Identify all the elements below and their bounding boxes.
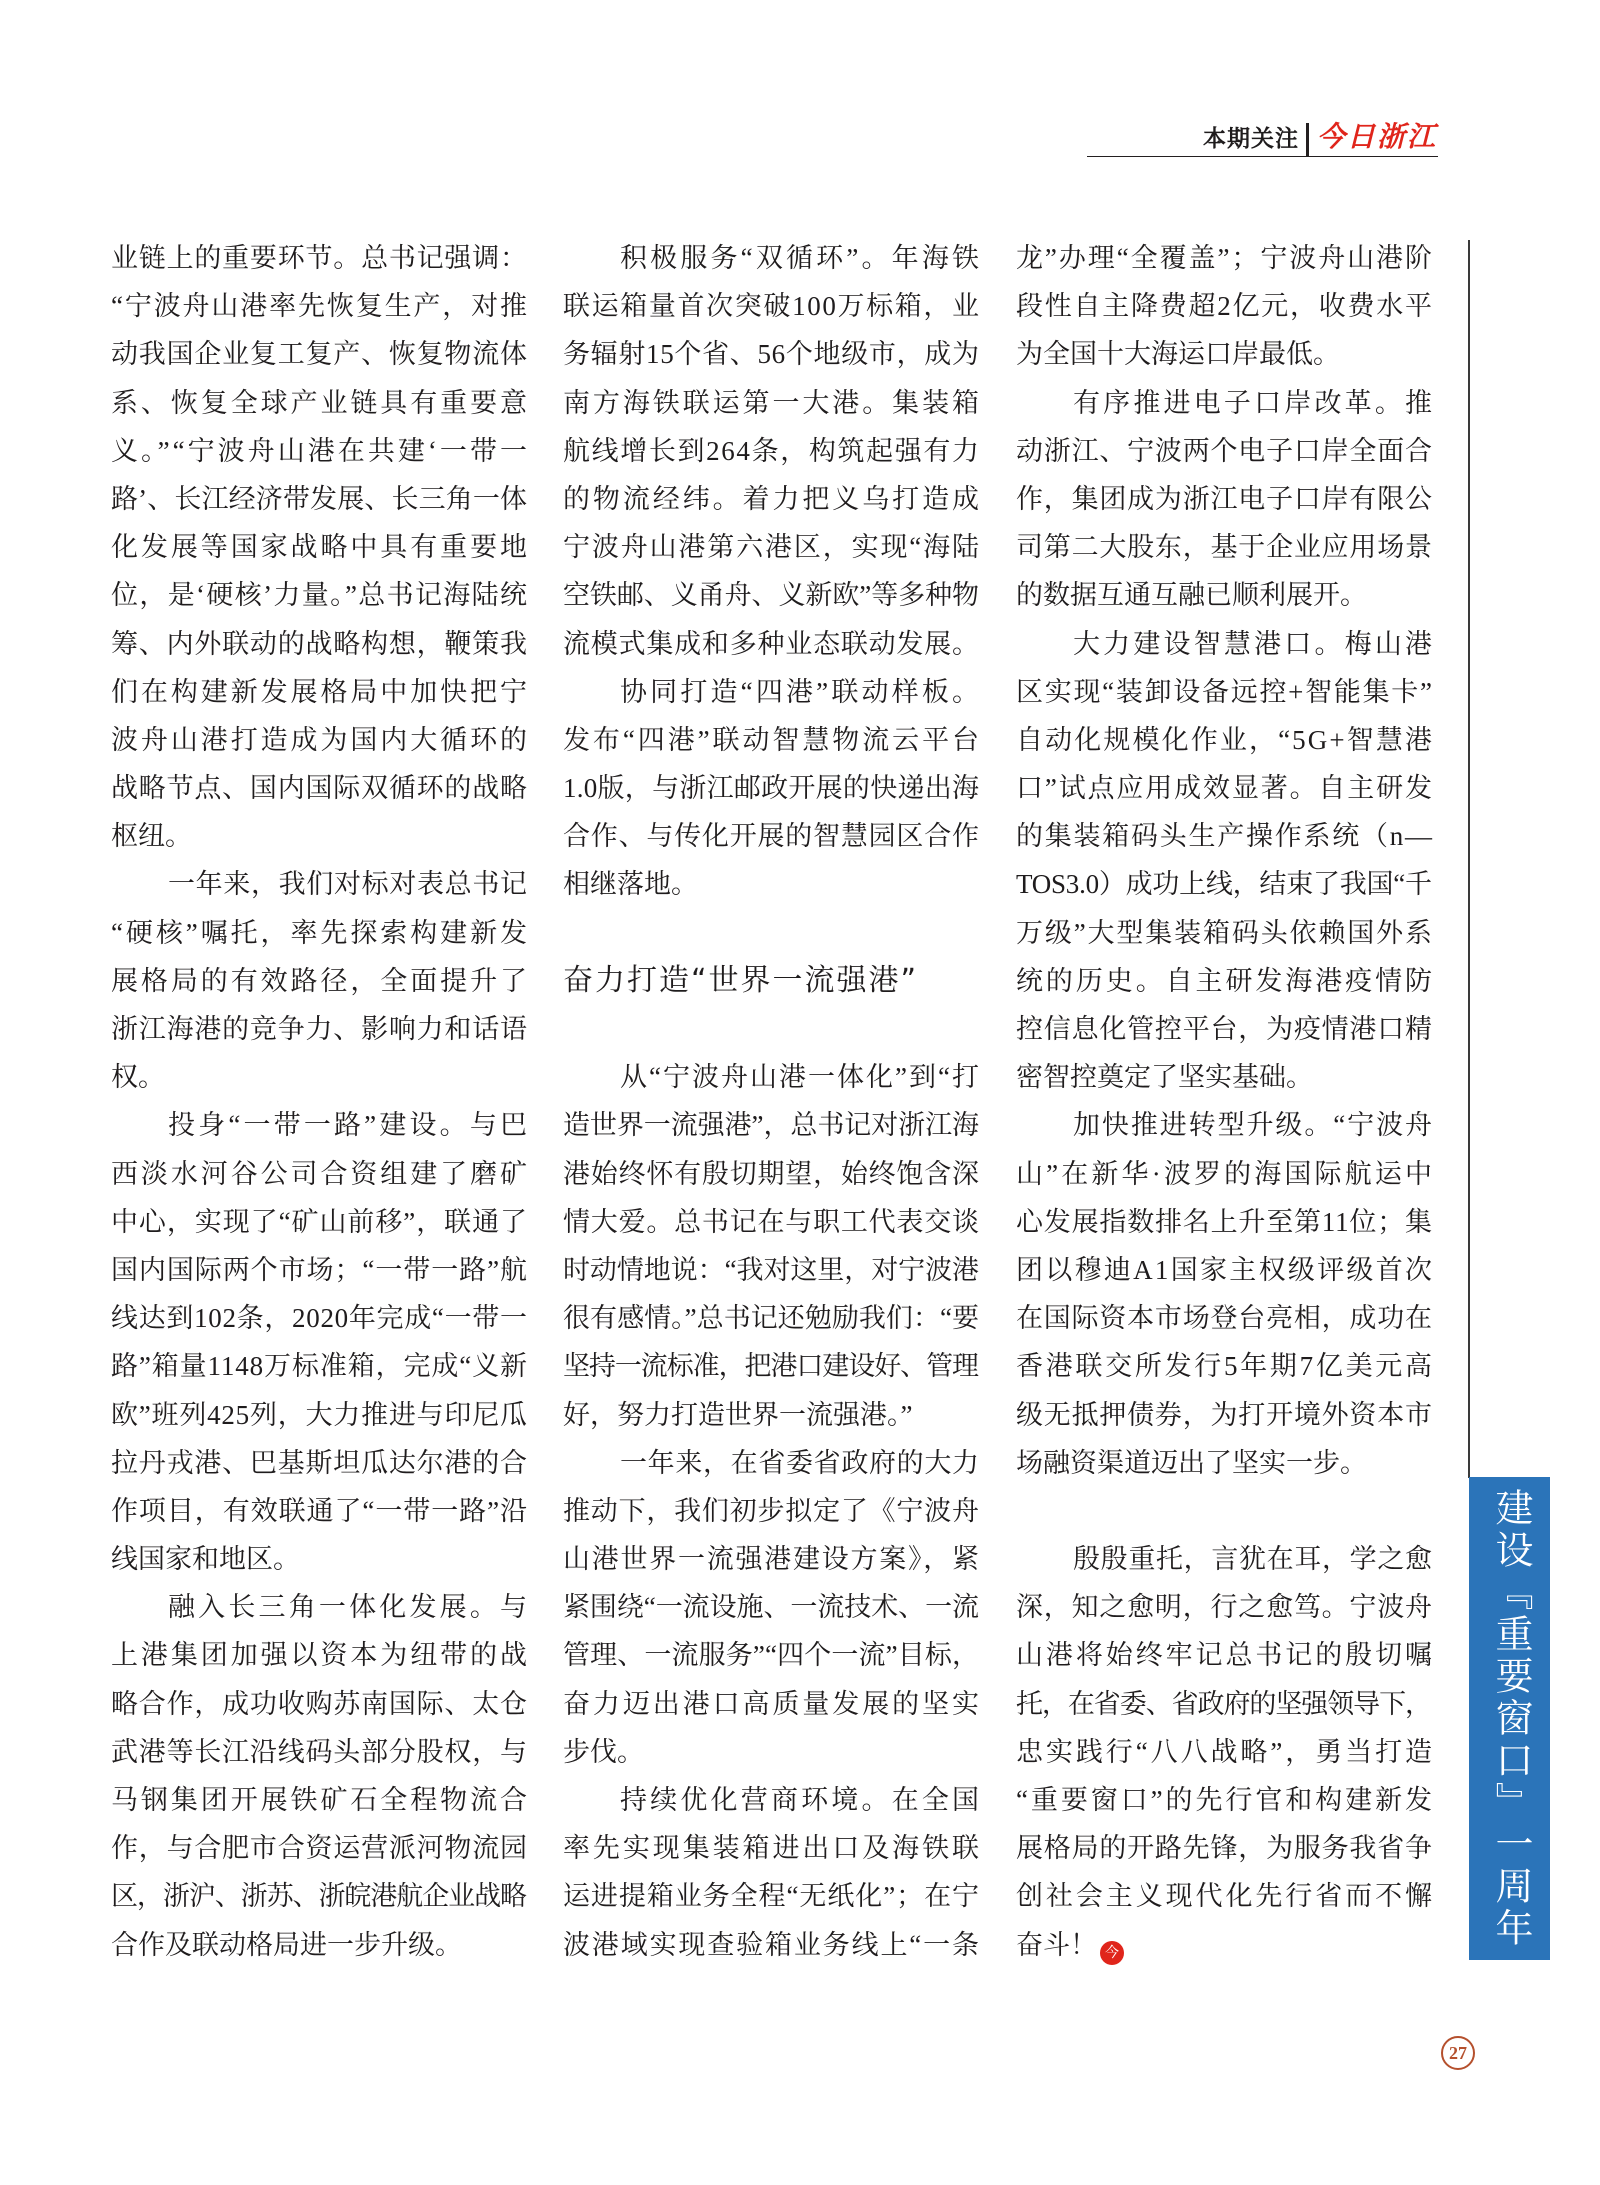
text-line (111, 764, 527, 812)
text-line (1016, 523, 1432, 571)
text-line (563, 1776, 983, 1824)
header-divider (1306, 123, 1309, 156)
line-text: 业链上的重要环节。总书记强调： (111, 243, 528, 273)
line-text: 战略节点、国内国际双循环的战略 (111, 773, 528, 804)
text-column-1 (111, 234, 531, 1969)
text-line (1016, 1342, 1435, 1390)
line-text: 紧围绕“一流设施、一流技术、一流 (563, 1592, 979, 1623)
line-text: 系、恢复全球产业链具有重要意 (111, 387, 530, 418)
text-line (563, 379, 982, 427)
line-text: 率先实现集装箱进出口及海铁联 (563, 1833, 982, 1864)
text-line (563, 1631, 979, 1679)
text-line (563, 668, 983, 716)
line-text: 协同打造“四港”联动样板。 (620, 676, 983, 707)
text-line (1016, 1921, 1432, 1969)
paragraph (563, 234, 983, 668)
text-line (563, 330, 979, 378)
end-mark-icon: 今 (1100, 1941, 1124, 1965)
line-text: 宁波舟山港第六港区，实现“海陆 (563, 532, 981, 563)
paragraph (1016, 620, 1436, 1102)
line-text: 国内国际两个市场；“一带一路”航 (111, 1254, 528, 1285)
line-text: 动我国企业复工复产、恢复物流体 (111, 339, 528, 370)
line-text: 展格局的开路先锋，为服务我省争 (1016, 1833, 1433, 1864)
line-text: 的数据互通互融已顺利展开。 (1016, 580, 1367, 611)
line-text: 团以穆迪A1国家主权级评级首次 (1016, 1254, 1435, 1285)
line-text: 作，与合肥市合资运营派河物流园 (111, 1833, 528, 1864)
line-text: 托，在省委、省政府的坚强领导下， (1016, 1688, 1431, 1719)
text-line (563, 1583, 979, 1631)
header-rule (1087, 156, 1438, 157)
line-text: 线国家和地区。 (111, 1544, 300, 1575)
text-line (111, 1053, 527, 1101)
line-text: 化发展等国家战略中具有重要地 (111, 532, 530, 563)
text-line (563, 1391, 979, 1439)
text-line (111, 1535, 527, 1583)
line-text: 段性自主降费超2亿元，收费水平 (1016, 291, 1434, 322)
text-line (1016, 668, 1432, 716)
text-line (1016, 1198, 1432, 1246)
text-line (1016, 1246, 1435, 1294)
line-text: “硬核”嘱托，率先探索构建新发 (111, 917, 530, 948)
text-line (563, 860, 979, 908)
line-text: 权。 (111, 1062, 165, 1093)
text-line (1016, 1583, 1432, 1631)
line-text: 1.0版，与浙江邮政开展的快递出海 (563, 773, 980, 804)
text-line (563, 1101, 979, 1149)
text-line (563, 812, 979, 860)
text-line (111, 1728, 527, 1776)
line-text: 坚持一流标准，把港口建设好、管理 (563, 1351, 978, 1382)
text-line (111, 1872, 527, 1920)
line-text: 好，努力打造世界一流强港。” (563, 1399, 913, 1430)
text-line (111, 1150, 530, 1198)
line-text: 推动下，我们初步拟定了《宁波舟 (563, 1495, 980, 1526)
text-line (111, 1631, 530, 1679)
line-text: 浙江海港的竞争力、影响力和话语 (111, 1014, 528, 1044)
text-line (1016, 379, 1436, 427)
line-text: 有序推进电子口岸改革。推 (1073, 387, 1436, 418)
line-text: 奋力迈出港口高质量发展的坚实 (563, 1688, 982, 1719)
text-line (111, 1487, 527, 1535)
line-text: 为全国十大海运口岸最低。 (1016, 339, 1340, 370)
line-text: 相继落地。 (563, 869, 698, 900)
line-text: 殷殷重托，言犹在耳，学之愈 (1073, 1544, 1433, 1575)
paragraph (111, 1101, 531, 1583)
text-line (563, 1680, 982, 1728)
line-text: 空铁邮、义甬舟、义新欧”等多种物 (563, 580, 979, 611)
text-line (1016, 1150, 1436, 1198)
paragraph (563, 668, 983, 909)
line-text: 积极服务“双循环”。年海铁 (620, 243, 983, 273)
text-line (1016, 1631, 1435, 1679)
text-line (563, 1535, 979, 1583)
line-text: “宁波舟山港率先恢复生产，对推 (111, 291, 529, 322)
text-line (1016, 764, 1432, 812)
line-text: 马钢集团开展铁矿石全程物流合 (111, 1785, 530, 1815)
line-text: 波舟山港打造成为国内大循环的 (111, 724, 530, 755)
text-line (111, 668, 530, 716)
text-line (111, 1342, 527, 1390)
line-text: 线达到102条，2020年完成“一带一 (111, 1303, 528, 1334)
spacer (563, 1005, 979, 1053)
text-line (111, 523, 530, 571)
text-line (1016, 1294, 1432, 1342)
line-text: 自动化规模化作业，“5G+智慧港 (1016, 724, 1435, 755)
line-text: 造世界一流强港”，总书记对浙江海 (563, 1110, 979, 1141)
line-text: 忠实践行“八八战略”，勇当打造 (1016, 1736, 1435, 1767)
line-text: 时动情地说：“我对这里，对宁波港 (563, 1254, 979, 1285)
text-line (1016, 957, 1435, 1005)
page-number (1441, 2036, 1475, 2070)
line-text: 航线增长到264条，构筑起强有力 (563, 435, 981, 466)
line-text: 从“宁波舟山港一体化”到“打 (620, 1062, 982, 1093)
text-line (563, 716, 982, 764)
line-text: 投身“一带一路”建设。与巴 (168, 1110, 531, 1141)
text-line (1016, 1391, 1432, 1439)
line-text: 区，浙沪、浙苏、浙皖港航企业战略 (111, 1881, 526, 1912)
paragraph (111, 234, 531, 860)
text-line (111, 475, 527, 523)
text-line (1016, 1872, 1435, 1920)
text-line (1016, 1728, 1435, 1776)
text-line (111, 1824, 527, 1872)
text-line (563, 427, 979, 475)
line-text: 欧”班列425列，大力推进与印尼瓜 (111, 1399, 528, 1430)
text-line (111, 1583, 531, 1631)
text-line (111, 1198, 527, 1246)
text-line (1016, 860, 1432, 908)
text-line (111, 1005, 527, 1053)
text-line (111, 1776, 530, 1824)
line-text: 的集装箱码头生产操作系统（n— (1016, 821, 1434, 852)
line-text: 运进提箱业务全程“无纸化”；在宁 (563, 1881, 980, 1912)
line-text: 持续优化营商环境。在全国 (620, 1785, 983, 1815)
text-line (1016, 1535, 1432, 1583)
line-text: 展格局的有效路径，全面提升了 (111, 965, 530, 996)
text-line (111, 282, 527, 330)
line-text: 万级”大型集装箱码头依赖国外系 (1016, 917, 1434, 948)
text-line (563, 1487, 979, 1535)
line-text: 融入长三角一体化发展。与 (168, 1592, 531, 1623)
text-line (111, 571, 527, 619)
line-text: 联运箱量首次突破100万标箱，业 (563, 291, 981, 322)
line-text: “重要窗口”的先行官和构建新发 (1016, 1785, 1435, 1815)
line-text: 山港世界一流强港建设方案》，紧 (563, 1544, 981, 1575)
text-line (111, 1680, 527, 1728)
line-text: 深，知之愈明，行之愈笃。宁波舟 (1016, 1592, 1433, 1623)
paragraph (111, 1583, 531, 1969)
text-line (111, 1101, 531, 1149)
text-line (1016, 1439, 1432, 1487)
text-line (111, 330, 527, 378)
line-text: 合作、与传化开展的智慧园区合作 (563, 821, 980, 852)
section-label: 本期关注 (1203, 126, 1299, 152)
paragraph (563, 1776, 983, 1969)
text-line (111, 1391, 527, 1439)
line-text: 上港集团加强以资本为纽带的战 (111, 1640, 530, 1671)
text-line (563, 764, 979, 812)
line-text: 大力建设智慧港口。梅山港 (1073, 628, 1436, 659)
text-line (1016, 330, 1432, 378)
line-text: 场融资渠道迈出了坚实一步。 (1016, 1447, 1367, 1478)
text-line (1016, 812, 1432, 860)
line-text: 合作及联动格局进一步升级。 (111, 1929, 462, 1960)
line-text: 动浙江、宁波两个电子口岸全面合 (1016, 435, 1433, 466)
line-text: 山”在新华·波罗的海国际航运中 (1016, 1158, 1436, 1189)
line-text: 港始终怀有殷切期望，始终饱含深 (563, 1158, 980, 1189)
line-text: 很有感情。”总书记还勉励我们：“要 (563, 1303, 980, 1334)
magazine-logo: 今日浙江 (1317, 122, 1438, 153)
line-text: 发布“四港”联动智慧物流云平台 (563, 724, 982, 755)
paragraph (1016, 234, 1432, 379)
text-line (111, 1246, 527, 1294)
text-line (111, 1294, 527, 1342)
text-line (563, 1198, 979, 1246)
line-text: 路’、长江经济带发展、长三角一体 (111, 483, 528, 514)
text-line (111, 427, 531, 475)
line-text: 管理、一流服务”“四个一流”目标， (563, 1640, 980, 1671)
column-rule (1468, 240, 1470, 1478)
line-text: 中心，实现了“矿山前移”，联通了 (111, 1206, 528, 1237)
line-text: 区实现“装卸设备远控+智能集卡” (1016, 676, 1434, 707)
text-line (1016, 1824, 1432, 1872)
text-line (563, 1053, 982, 1101)
text-line (1016, 1053, 1432, 1101)
line-text: 位，是‘硬核’力量。”总书记海陆统 (111, 580, 529, 611)
line-text: 拉丹戎港、巴基斯坦瓜达尔港的合 (111, 1447, 528, 1478)
text-line (1016, 1005, 1432, 1053)
line-text: 在国际资本市场登台亮相，成功在 (1016, 1303, 1433, 1334)
text-line (1016, 1776, 1435, 1824)
page-number-text: 27 (1449, 2042, 1467, 2063)
text-line (563, 1872, 979, 1920)
line-text: 创社会主义现代化先行省而不懈 (1016, 1881, 1435, 1912)
line-text: 山港将始终牢记总书记的殷切嘱 (1016, 1640, 1435, 1671)
line-text: 情大爱。总书记在与职工代表交谈 (563, 1206, 980, 1237)
text-line (1016, 716, 1435, 764)
text-line (563, 571, 979, 619)
text-line (563, 1342, 979, 1390)
line-text: 筹、内外联动的战略构想，鞭策我 (111, 628, 528, 659)
text-line (563, 620, 979, 668)
text-column-2 (563, 234, 983, 1969)
text-line (563, 1921, 979, 1969)
side-tab (1469, 1477, 1550, 1960)
paragraph (563, 1053, 982, 1439)
text-line (111, 379, 530, 427)
line-text: 加快推进转型升级。“宁波舟 (1073, 1110, 1434, 1141)
text-line (563, 234, 983, 282)
line-text: 路”箱量1148万标准箱，完成“义新 (111, 1351, 528, 1382)
line-text: 枢纽。 (111, 821, 192, 852)
text-line (111, 620, 527, 668)
spacer (563, 909, 979, 957)
text-line (563, 282, 979, 330)
text-line (111, 909, 530, 957)
line-text: 波港域实现查验箱业务线上“一条 (563, 1929, 981, 1960)
text-line (1016, 475, 1432, 523)
line-text: 流模式集成和多种业态联动发展。 (563, 628, 980, 659)
text-line (1016, 282, 1432, 330)
line-text: 控信息化管控平台，为疫情港口精 (1016, 1014, 1433, 1044)
paragraph (1016, 379, 1436, 620)
line-text: 一年来，在省委省政府的大力 (620, 1447, 980, 1478)
text-line (111, 1921, 527, 1969)
line-text: 奋斗！ (1016, 1929, 1097, 1960)
line-text: 龙”办理“全覆盖”；宁波舟山港阶 (1016, 243, 1434, 273)
line-text: 步伐。 (563, 1736, 644, 1767)
line-text: 西淡水河谷公司合资组建了磨矿 (111, 1158, 530, 1189)
line-text: 一年来，我们对标对表总书记 (168, 869, 528, 900)
text-line (563, 1824, 982, 1872)
text-line (1016, 909, 1432, 957)
line-text: 统的历史。自主研发海港疫情防 (1016, 965, 1435, 996)
line-text: 作项目，有效联通了“一带一路”沿 (111, 1495, 528, 1526)
line-text: 口”试点应用成效显著。自主研发 (1016, 773, 1434, 804)
side-tab-text: 建设『重要窗口』一周年 (1489, 1487, 1531, 1950)
text-line (1016, 427, 1432, 475)
line-text: 香港联交所发行5年期7亿美元高 (1016, 1351, 1435, 1382)
section-heading: 奋力打造“世界一流强港” (563, 962, 919, 998)
line-text: 级无抵押债券，为打开境外资本市 (1016, 1399, 1433, 1430)
text-line (563, 1728, 979, 1776)
text-line (111, 860, 527, 908)
text-line (111, 1439, 527, 1487)
line-text: 南方海铁联运第一大港。集装箱 (563, 387, 982, 418)
text-line (1016, 1101, 1432, 1149)
text-line (1016, 1680, 1432, 1728)
text-line (563, 1246, 979, 1294)
text-line (111, 716, 530, 764)
paragraph (111, 860, 530, 1101)
text-line (563, 1439, 979, 1487)
line-text: 密智控奠定了坚实基础。 (1016, 1062, 1313, 1093)
paragraph (1016, 1101, 1436, 1487)
line-text: 司第二大股东，基于企业应用场景 (1016, 532, 1433, 563)
line-text: 的物流经纬。着力把义乌打造成 (563, 483, 982, 514)
paragraph (563, 1439, 982, 1776)
text-line (563, 523, 979, 571)
line-text: 略合作，成功收购苏南国际、太仓 (111, 1688, 528, 1719)
text-line (1016, 620, 1436, 668)
line-text: TOS3.0）成功上线，结束了我国“千 (1016, 869, 1432, 900)
text-line (563, 475, 982, 523)
line-text: 们在构建新发展格局中加快把宁 (111, 676, 530, 707)
text-line (111, 234, 527, 282)
paragraph (1016, 1535, 1435, 1969)
spacer (1016, 1487, 1432, 1535)
text-line (1016, 571, 1432, 619)
text-line (111, 957, 530, 1005)
text-line (1016, 234, 1432, 282)
text-line (563, 1294, 979, 1342)
line-text: 心发展指数排名上升至第11位；集 (1016, 1206, 1433, 1237)
text-column-3 (1016, 234, 1436, 1969)
line-text: 义。”“宁波舟山港在共建‘一带一 (111, 435, 531, 466)
line-text: 武港等长江沿线码头部分股权，与 (111, 1736, 528, 1767)
text-line (111, 812, 527, 860)
line-text: 作，集团成为浙江电子口岸有限公 (1016, 483, 1433, 514)
line-text: 务辐射15个省、56个地级市，成为 (563, 339, 980, 370)
text-line (563, 1150, 979, 1198)
